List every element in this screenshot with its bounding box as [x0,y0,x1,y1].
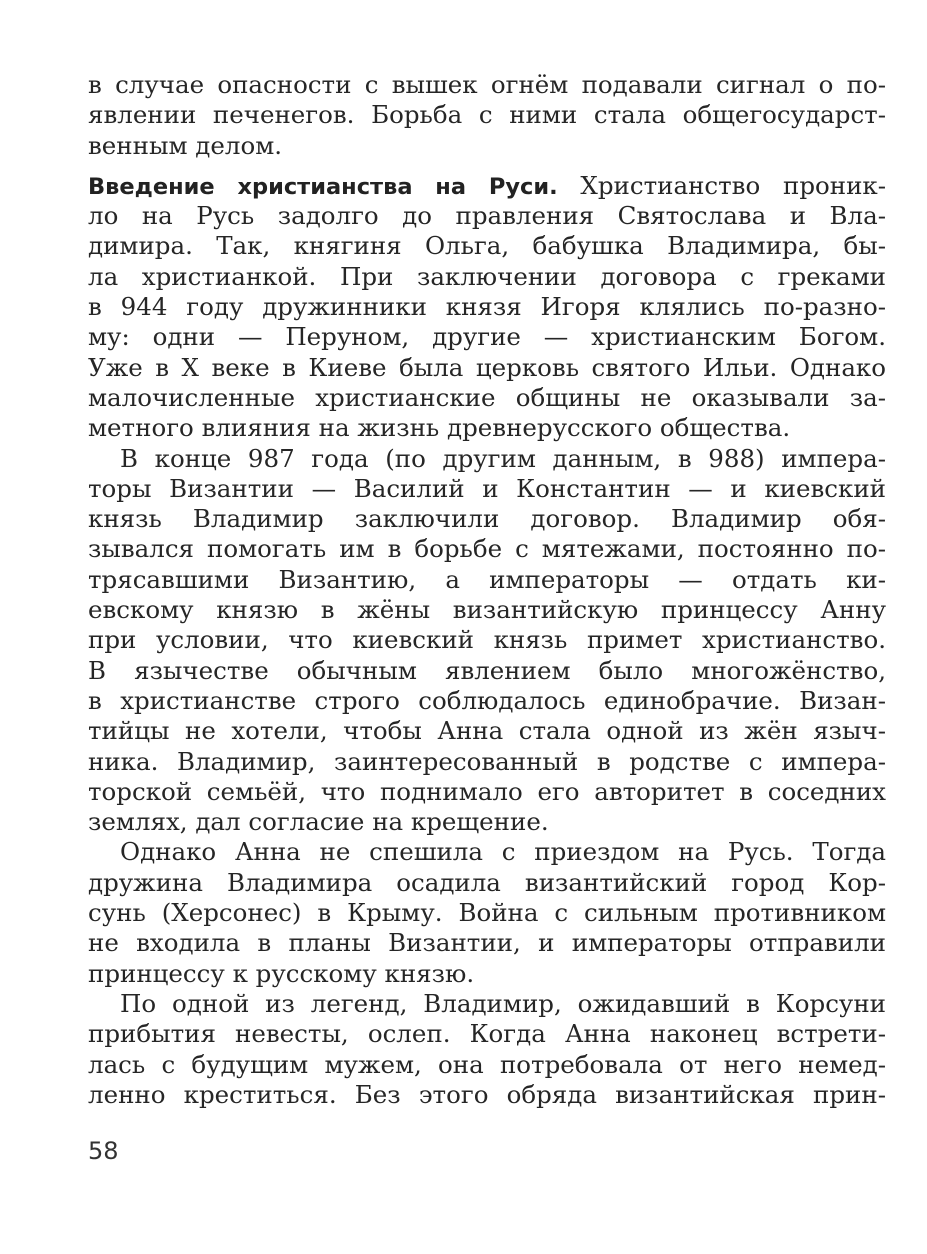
text-line: зывался помогать им в борьбе с мятежами, постоянно по- [88,534,886,564]
text-line: Однако Анна не спешила с приездом на Русь. Тогда [120,837,886,867]
text-line: В язычестве обычным явлением было многожёнство, [88,655,886,685]
text-line: прибытия невесты, ослеп. Когда Анна наконец встрети- [88,1019,886,1049]
section-heading: Введение христианства на Руси. [88,173,558,200]
text-line: торской семьёй, что поднимало его авторитет в соседних [88,776,886,806]
text-line: му: одни — Перуном, другие — христианским Богом. [88,322,886,352]
text-line: принцессу к русскому князю. [88,958,475,988]
text-line: Уже в X веке в Киеве была церковь святого Ильи. Однако [88,352,886,382]
text-line: в случае опасности с вышек огнём подавали сигнал о по- [88,70,886,99]
text-line: малочисленные христианские общины не оказывали за- [88,382,886,412]
text-line [88,171,886,201]
text-line: землях, дал согласие на крещение. [88,807,549,837]
text-line: евскому князю в жёны византийскую принцессу Анну [88,595,886,625]
paragraph-3 [88,444,886,838]
text-line: дружина Владимира осадила византийский город Кор- [88,867,886,897]
text-line: торы Византии — Василий и Константин — и киевский [88,473,886,503]
text-line: при условии, что киевский князь примет христианство. [88,625,886,655]
text-line: в 944 году дружинники князя Игоря клялись по-разно- [88,292,886,322]
text-line: венным делом. [88,130,283,160]
text-line: в христианстве строго соблюдалось единобрачие. Визан- [88,685,886,715]
page-number: 58 [88,1137,119,1165]
paragraph-4 [88,837,886,988]
text-line: сунь (Херсонес) в Крыму. Война с сильным противником [88,898,886,928]
text-line: В конце 987 года (по другим данным, в 988) импера- [120,443,886,473]
text-line: ника. Владимир, заинтересованный в родстве с импера- [88,746,886,776]
text-line: тийцы не хотели, чтобы Анна стала одной из жён языч- [88,716,886,746]
page-body-text [88,70,886,1110]
text-line: трясавшими Византию, а императоры — отдать ки- [88,564,886,594]
text-line: ла христианкой. При заключении договора с греками [88,261,886,291]
text-line: лась с будущим мужем, она потребовала от него немед- [88,1049,886,1079]
heading-line-continuation: Христианство проник- [557,170,886,200]
text-line: явлении печенегов. Борьба с ними стала общегосударст- [88,100,886,130]
paragraph-1 [88,70,886,161]
paragraph-5 [88,989,886,1110]
text-line: ленно креститься. Без этого обряда византийская прин- [88,1079,886,1109]
text-line: По одной из легенд, Владимир, ожидавший в Корсуни [120,988,886,1018]
text-line: ло на Русь задолго до правления Святослава и Вла- [88,201,886,231]
text-line: метного влияния на жизнь древнерусского общества. [88,413,791,443]
paragraph-2 [88,171,886,444]
text-line: не входила в планы Византии, и императоры отправили [88,928,886,958]
text-line: князь Владимир заключили договор. Владимир обя- [88,504,886,534]
text-line: димира. Так, княгиня Ольга, бабушка Владимира, бы- [88,231,886,261]
